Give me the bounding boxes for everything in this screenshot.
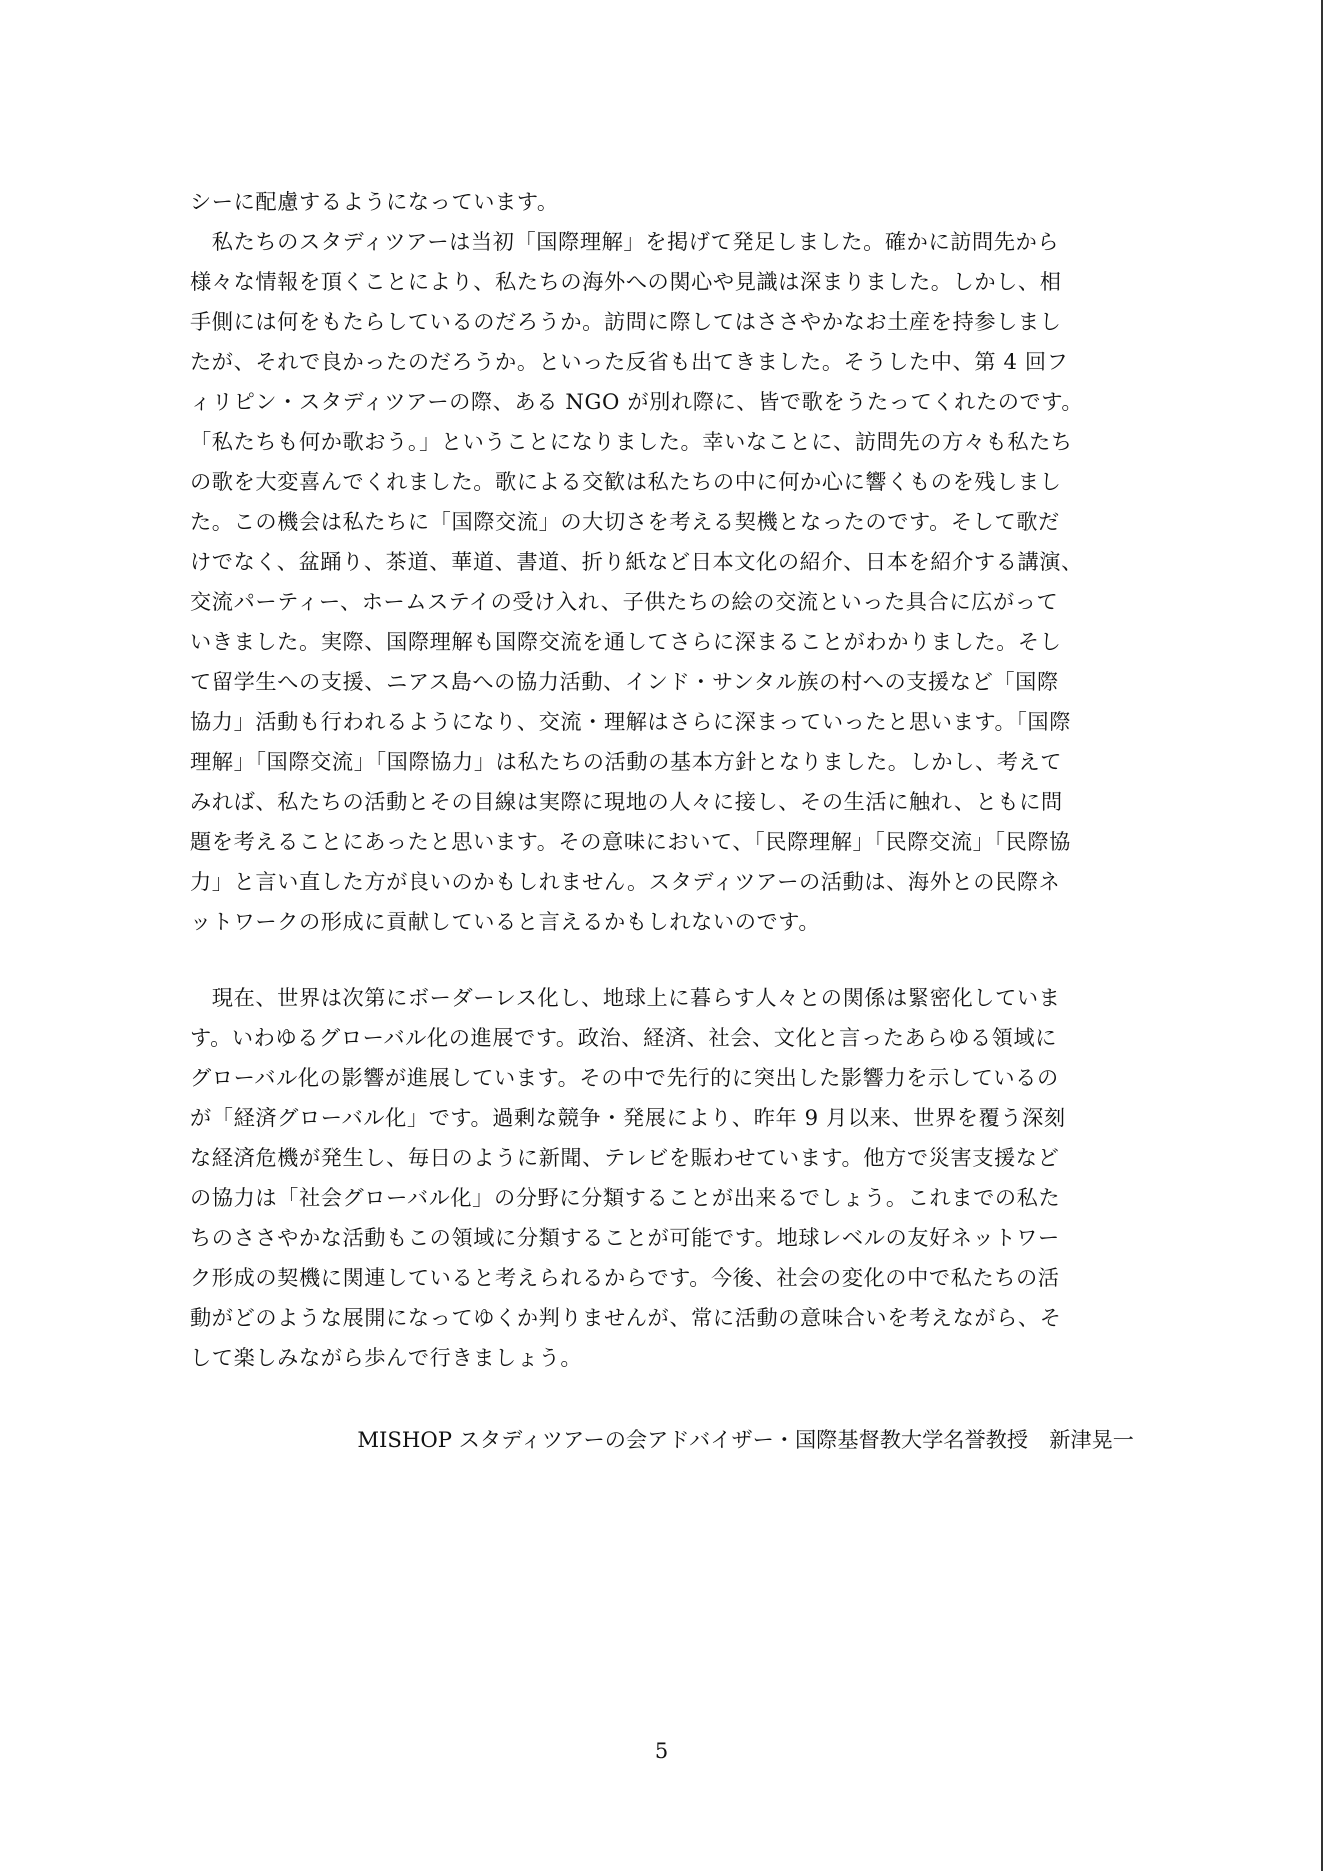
text-line: 協力」活動も行われるようになり、交流・理解はさらに深まっていったと思います。「国際 bbox=[190, 709, 1071, 734]
text-line: が「経済グローバル化」です。過剰な競争・発展により、昨年 9 月以来、世界を覆う深刻 bbox=[190, 1105, 1066, 1130]
text-line: たが、それで良かったのだろうか。といった反省も出てきました。そうした中、第 4 回フ bbox=[190, 349, 1069, 374]
text-line: 動がどのような展開になってゆくか判りませんが、常に活動の意味合いを考えながら、そ bbox=[190, 1305, 1062, 1330]
text-line: 理解」「国際交流」「国際協力」は私たちの活動の基本方針となりました。しかし、考えて bbox=[190, 749, 1063, 774]
text-line: グローバル化の影響が進展しています。その中で先行的に突出した影響力を示しているの bbox=[190, 1065, 1059, 1090]
text-line: の協力は「社会グローバル化」の分野に分類することが出来るでしょう。これまでの私た bbox=[190, 1185, 1061, 1210]
text-line: す。いわゆるグローバル化の進展です。政治、経済、社会、文化と言ったあらゆる領域に bbox=[190, 1025, 1058, 1050]
text-line: 交流パーティー、ホームステイの受け入れ、子供たちの絵の交流といった具合に広がって bbox=[190, 589, 1059, 614]
text-line: た。この機会は私たちに「国際交流」の大切さを考える契機となったのです。そして歌だ bbox=[190, 509, 1060, 534]
text-line: ットワークの形成に貢献していると言えるかもしれないのです。 bbox=[190, 909, 821, 934]
text-line: 現在、世界は次第にボーダーレス化し、地球上に暮らす人々との関係は緊密化していま bbox=[190, 985, 1061, 1010]
text-line: みれば、私たちの活動とその目線は実際に現地の人々に接し、その生活に触れ、ともに問 bbox=[190, 789, 1063, 814]
text-line: の歌を大変喜んでくれました。歌による交歓は私たちの中に何か心に響くものを残しまし bbox=[190, 469, 1062, 494]
text-line: な経済危機が発生し、毎日のように新聞、テレビを賑わせています。他方で災害支援など bbox=[190, 1145, 1060, 1170]
text-line: て留学生への支援、ニアス島への協力活動、インド・サンタル族の村への支援など「国際 bbox=[190, 669, 1059, 694]
text-line: 様々な情報を頂くことにより、私たちの海外への関心や見識は深まりました。しかし、相 bbox=[190, 269, 1062, 294]
text-line: ク形成の契機に関連していると考えられるからです。今後、社会の変化の中で私たちの活 bbox=[190, 1265, 1060, 1290]
text-line: 題を考えることにあったと思います。その意味において、「民際理解」「民際交流」「民際協 bbox=[190, 829, 1071, 854]
text-line: 力」と言い直した方が良いのかもしれません。スタディツアーの活動は、海外との民際ネ bbox=[190, 869, 1061, 894]
text-line: シーに配慮するようになっています。 bbox=[190, 189, 559, 214]
text-line: いきました。実際、国際理解も国際交流を通してさらに深まることがわかりました。そし bbox=[190, 629, 1062, 654]
text-line: けでなく、盆踊り、茶道、華道、書道、折り紙など日本文化の紹介、日本を紹介する講演、 bbox=[190, 549, 1083, 574]
text-line: ちのささやかな活動もこの領域に分類することが可能です。地球レベルの友好ネットワー bbox=[190, 1225, 1060, 1250]
author-signature: MISHOP スタディツアーの会アドバイザー・国際基督教大学名誉教授 新津晃一 bbox=[357, 1427, 1134, 1452]
text-line: 手側には何をもたらしているのだろうか。訪問に際してはささやかなお土産を持参しまし bbox=[190, 309, 1062, 334]
page-number: 5 bbox=[654, 1739, 669, 1763]
text-line: 私たちのスタディツアーは当初「国際理解」を掲げて発足しました。確かに訪問先から bbox=[190, 229, 1060, 254]
text-line: ィリピン・スタディツアーの際、ある NGO が別れ際に、皆で歌をうたってくれたのです。 bbox=[190, 389, 1084, 414]
text-line: して楽しみながら歩んで行きましょう。 bbox=[190, 1345, 583, 1370]
text-line: 「私たちも何か歌おう。」ということになりました。幸いなことに、訪問先の方々も私たち bbox=[190, 429, 1073, 454]
